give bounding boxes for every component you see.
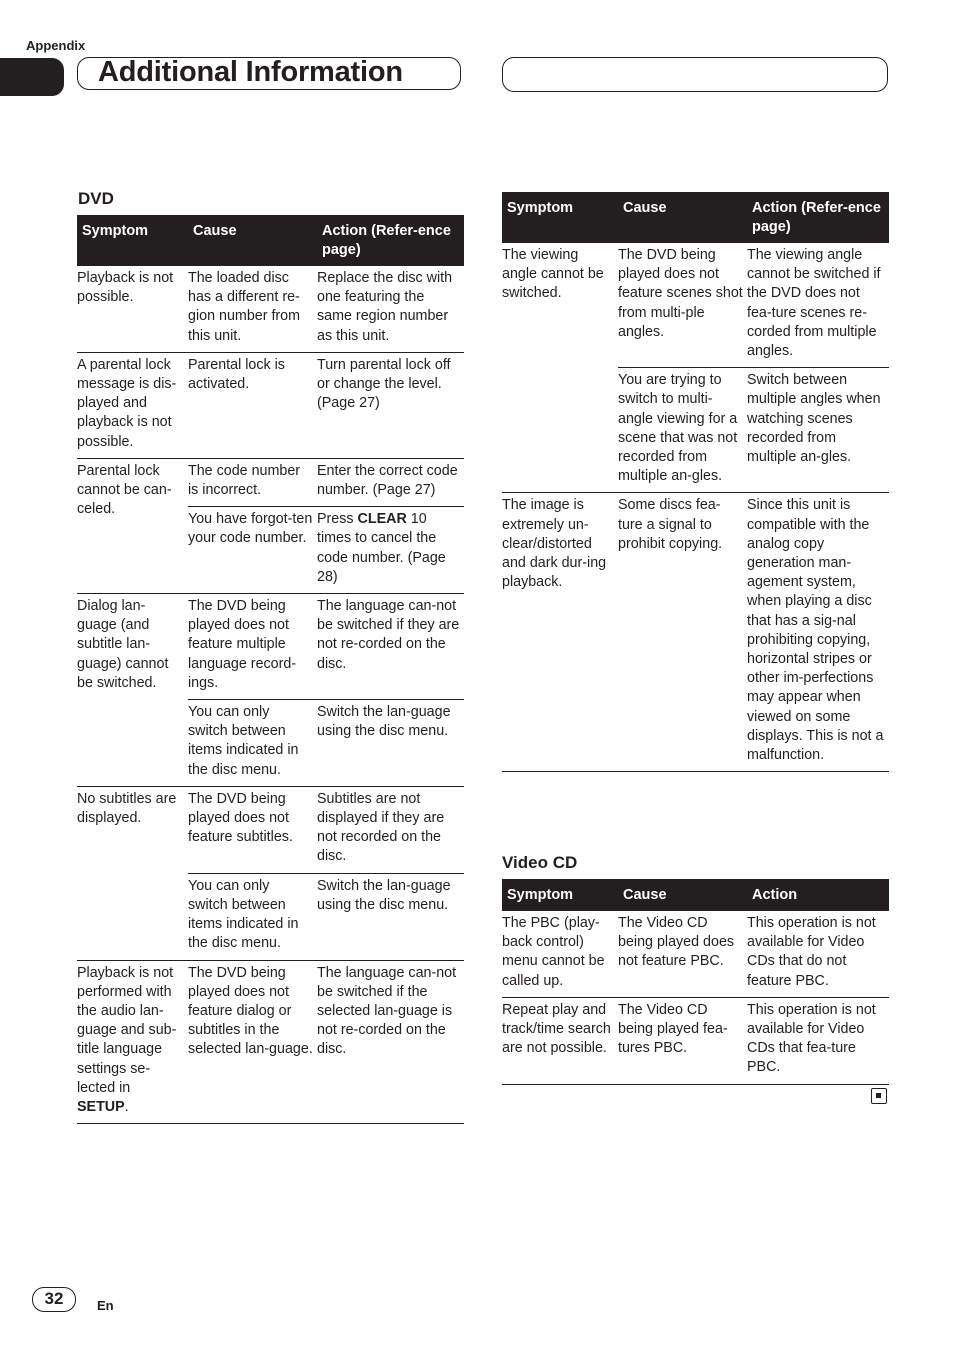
action-cell: Enter the correct code number. (Page 27)	[317, 458, 464, 506]
cause-cell: The Video CD being played fea-tures PBC.	[618, 997, 747, 1084]
cause-cell: The code number is incorrect.	[188, 458, 317, 506]
dvd-heading: DVD	[78, 189, 114, 208]
cause-cell: Parental lock is activated.	[188, 352, 317, 458]
action-text: Press	[317, 511, 358, 528]
table-row	[502, 911, 889, 997]
action-text: 10 times to cancel the code number. (Page 28)	[317, 511, 446, 585]
table-row	[502, 997, 889, 1084]
symptom-cell: The viewing angle cannot be switched.	[502, 243, 618, 493]
symptom-cell	[77, 960, 188, 1124]
action-cell: This operation is not available for Video CDs that fea-ture PBC.	[747, 997, 889, 1084]
action-cell: The language can-not be switched if the selected lan-guage is not re-corded on the disc.	[317, 960, 464, 1124]
symptom-cell: Repeat play and track/time search are not possible.	[502, 997, 618, 1084]
cause-cell: The DVD being played does not feature multiple language record-ings.	[188, 594, 317, 700]
action-cell: Switch the lan-guage using the disc menu.	[317, 873, 464, 960]
setup-key-label: SETUP	[77, 1098, 125, 1115]
table-row	[77, 960, 464, 1124]
symptom-cell: A parental lock message is dis-played and playback is not possible.	[77, 352, 188, 458]
column-header-cause: Cause	[618, 192, 747, 243]
column-header-action: Action	[747, 879, 889, 911]
video-cd-table	[502, 879, 889, 1085]
action-cell: Replace the disc with one featuring the same region number as this unit.	[317, 266, 464, 352]
language-label: En	[97, 1298, 114, 1313]
table-row	[502, 493, 889, 772]
cause-cell: The DVD being played does not feature scenes shot from multi-ple angles.	[618, 243, 747, 368]
table-header-row	[77, 215, 464, 266]
action-cell: Since this unit is compatible with the analog copy generation man-agement system, when playing a disc that has a sig-nal prohibiting copying, horizontal stripes or other im-perfections may appear when viewed on some displays. This is not a malfunction.	[747, 493, 889, 772]
symptom-cell: The PBC (play-back control) menu cannot be called up.	[502, 911, 618, 997]
cause-cell: The loaded disc has a different re-gion number from this unit.	[188, 266, 317, 352]
table-row	[77, 594, 464, 700]
dvd-table	[77, 215, 464, 1124]
symptom-cell: The image is extremely un-clear/distorted and dark dur-ing playback.	[502, 493, 618, 772]
cause-cell: Some discs fea-ture a signal to prohibit copying.	[618, 493, 747, 772]
title-frame	[77, 57, 461, 90]
section-label: Appendix	[26, 38, 86, 53]
column-header-action: Action (Refer-ence page)	[747, 192, 889, 243]
video-cd-heading: Video CD	[502, 853, 578, 872]
clear-key-label: CLEAR	[357, 511, 407, 528]
action-cell	[317, 507, 464, 594]
action-cell: This operation is not available for Video CDs that do not feature PBC.	[747, 911, 889, 997]
section-end-icon	[871, 1088, 887, 1104]
cause-cell: The Video CD being played does not feature PBC.	[618, 911, 747, 997]
cause-cell: The DVD being played does not feature subtitles.	[188, 786, 317, 873]
column-header-action: Action (Refer-ence page)	[317, 215, 464, 266]
column-header-symptom: Symptom	[502, 192, 618, 243]
cause-cell: You can only switch between items indicated in the disc menu.	[188, 700, 317, 787]
cause-cell: You are trying to switch to multi-angle viewing for a scene that was not recorded from multiple an-gles.	[618, 368, 747, 493]
column-header-symptom: Symptom	[77, 215, 188, 266]
action-cell: The viewing angle cannot be switched if the DVD does not fea-ture scenes re-corded from multiple angles.	[747, 243, 889, 368]
symptom-text: .	[124, 1098, 129, 1115]
table-row	[77, 352, 464, 458]
title-frame-right	[502, 57, 888, 92]
table-row	[77, 786, 464, 873]
symptom-text: Playback is not performed with the audio lan-guage and sub-title language settings se-lected in	[77, 964, 177, 1096]
symptom-cell: Dialog lan-guage (and subtitle lan-guage) cannot be switched.	[77, 594, 188, 787]
action-cell: Turn parental lock off or change the level. (Page 27)	[317, 352, 464, 458]
action-cell: Switch the lan-guage using the disc menu.	[317, 700, 464, 787]
action-cell: Subtitles are not displayed if they are not recorded on the disc.	[317, 786, 464, 873]
dvd-continued-table	[502, 192, 889, 772]
symptom-cell: Parental lock cannot be can-celed.	[77, 458, 188, 593]
cause-cell: The DVD being played does not feature dialog or subtitles in the selected lan-guage.	[188, 960, 317, 1124]
chapter-tab	[0, 58, 64, 96]
cause-cell: You have forgot-ten your code number.	[188, 507, 317, 594]
column-header-cause: Cause	[188, 215, 317, 266]
table-header-row	[502, 192, 889, 243]
column-header-cause: Cause	[618, 879, 747, 911]
column-header-symptom: Symptom	[502, 879, 618, 911]
table-row	[502, 243, 889, 368]
table-row	[77, 266, 464, 352]
action-cell: The language can-not be switched if they are not re-corded on the disc.	[317, 594, 464, 700]
action-cell: Switch between multiple angles when watching scenes recorded from multiple an-gles.	[747, 368, 889, 493]
symptom-cell: No subtitles are displayed.	[77, 786, 188, 960]
cause-cell: You can only switch between items indicated in the disc menu.	[188, 873, 317, 960]
table-row	[77, 458, 464, 506]
page-title: Additional Information	[98, 56, 403, 88]
table-header-row	[502, 879, 889, 911]
symptom-cell: Playback is not possible.	[77, 266, 188, 352]
page-number: 32	[32, 1287, 76, 1312]
